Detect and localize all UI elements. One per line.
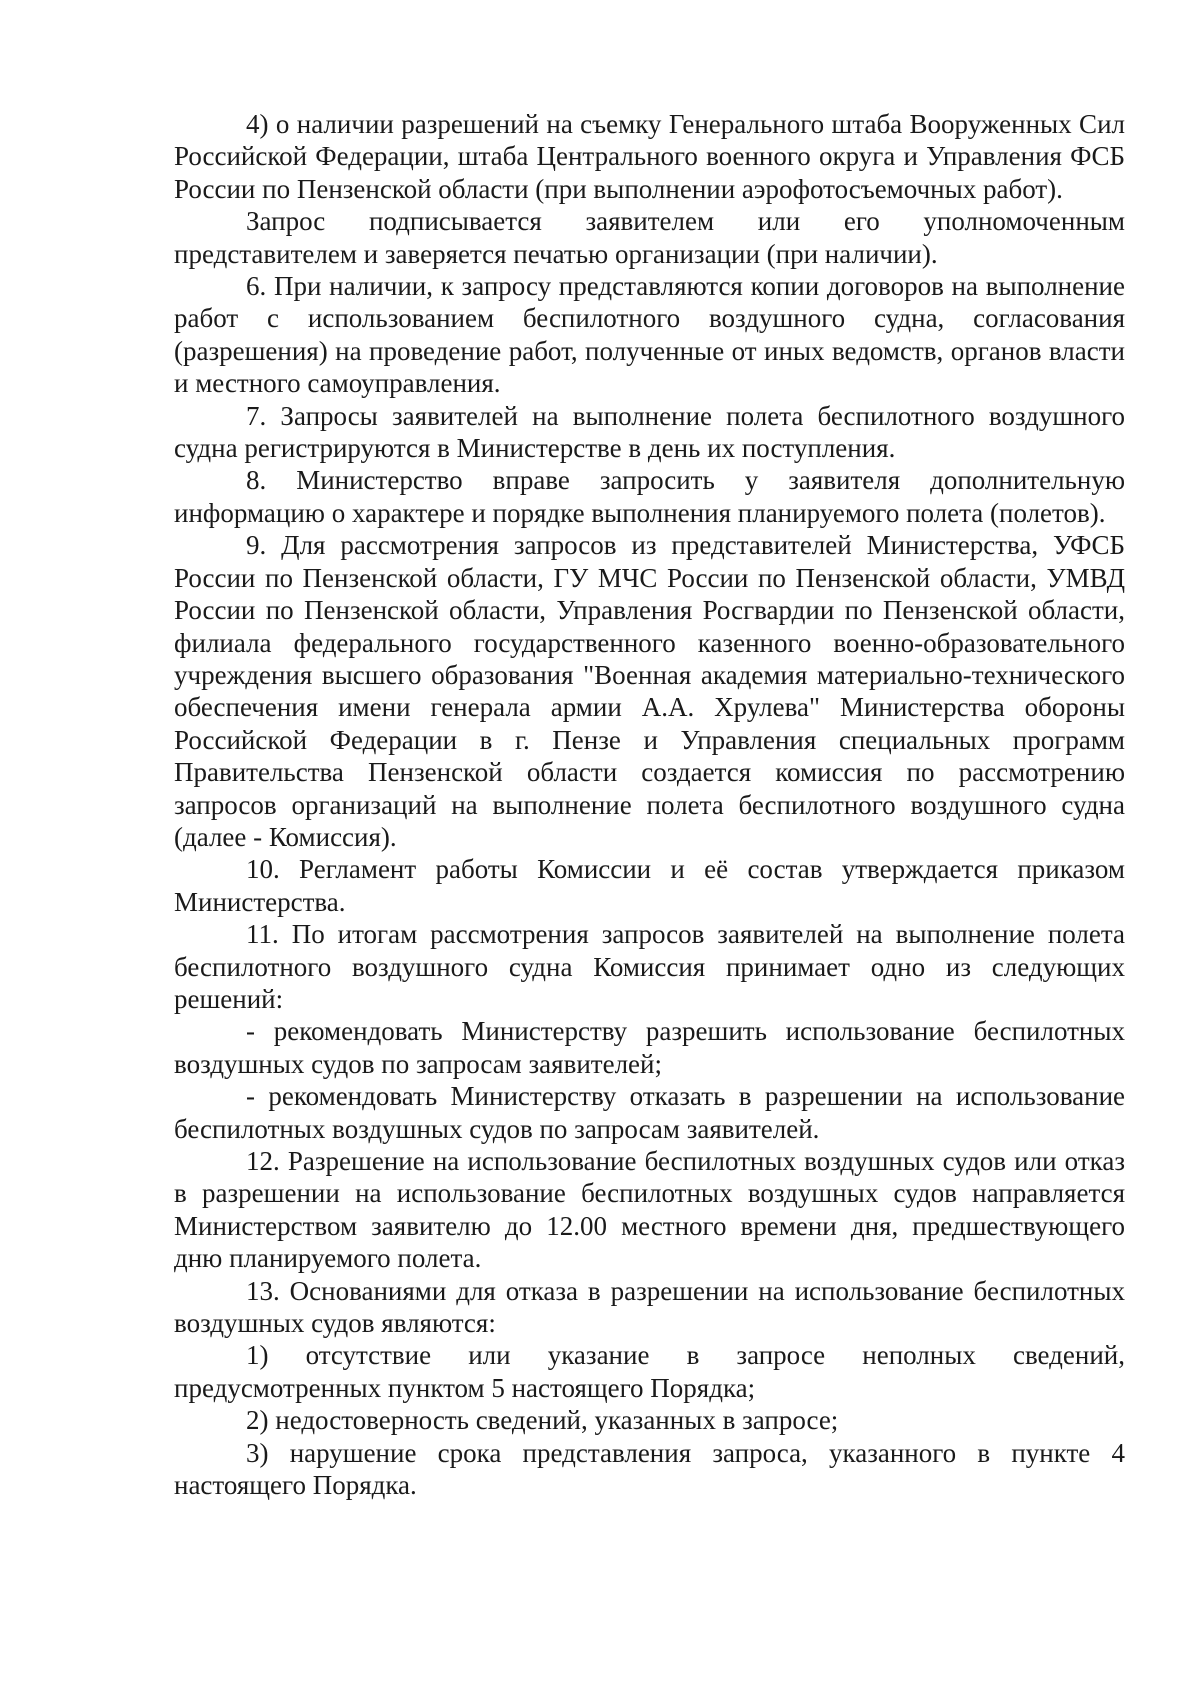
paragraph-item-4-permissions: 4) о наличии разрешений на съемку Генерального штаба Вооруженных Сил Российской Федерации, штаба Центрального военного округа и Управления ФСБ России по Пензенской области (при выполнении аэрофотосъемочных работ). xyxy=(174,109,1125,204)
paragraph-6: 6. При наличии, к запросу представляются копии договоров на выполнение работ с использованием беспилотного воздушного судна, согласования (разрешения) на проведение работ, полученные от иных ведомств, органов власти и местного самоуправления. xyxy=(174,271,1125,399)
paragraph-request-signature: Запрос подписывается заявителем или его уполномоченным представителем и заверяется печатью организации (при наличии). xyxy=(174,206,1125,269)
paragraph-7: 7. Запросы заявителей на выполнение полета беспилотного воздушного судна регистрируются в Министерстве в день их поступления. xyxy=(174,400,1125,464)
paragraph-9: 9. Для рассмотрения запросов из представителей Министерства, УФСБ России по Пензенской области, ГУ МЧС России по Пензенской области, УМВД России по Пензенской области, Управления Росгвардии по Пензенской области, филиала федерального государственного казенного военно-образовательного учреждения высшего образования "Военная академия материально-технического обеспечения имени генерала армии А.А. Хрулева" Министерства обороны Российской Федерации в г. Пензе и Управления специальных программ Правительства Пензенской области создается комиссия по рассмотрению запросов организаций на выполнение полета беспилотного воздушного судна (далее - Комиссия). xyxy=(174,530,1125,852)
paragraph-8: 8. Министерство вправе запросить у заявителя дополнительную информацию о характере и порядке выполнения планируемого полета (полетов). xyxy=(174,465,1125,528)
paragraph-10: 10. Регламент работы Комиссии и её состав утверждается приказом Министерства. xyxy=(174,854,1125,917)
paragraph-11-option-allow: - рекомендовать Министерству разрешить использование беспилотных воздушных судов по запросам заявителей; xyxy=(174,1016,1125,1079)
paragraph-11: 11. По итогам рассмотрения запросов заявителей на выполнение полета беспилотного воздушного судна Комиссия принимает одно из следующих решений: xyxy=(174,919,1125,1014)
paragraph-13-reason-1: 1) отсутствие или указание в запросе неполных сведений, предусмотренных пунктом 5 настоящего Порядка; xyxy=(174,1340,1125,1403)
paragraph-13: 13. Основаниями для отказа в разрешении на использование беспилотных воздушных судов являются: xyxy=(174,1275,1125,1339)
paragraph-11-option-deny: - рекомендовать Министерству отказать в разрешении на использование беспилотных воздушных судов по запросам заявителей. xyxy=(174,1081,1125,1144)
paragraph-13-reason-2: 2) недостоверность сведений, указанных в запросе; xyxy=(246,1405,839,1436)
paragraph-13-reason-3: 3) нарушение срока представления запроса, указанного в пункте 4 настоящего Порядка. xyxy=(174,1437,1125,1501)
paragraph-12: 12. Разрешение на использование беспилотных воздушных судов или отказ в разрешении на использование беспилотных воздушных судов направляется Министерством заявителю до 12.00 местного времени дня, предшествующего дню планируемого полета. xyxy=(174,1146,1125,1274)
document-page xyxy=(174,108,1125,1501)
